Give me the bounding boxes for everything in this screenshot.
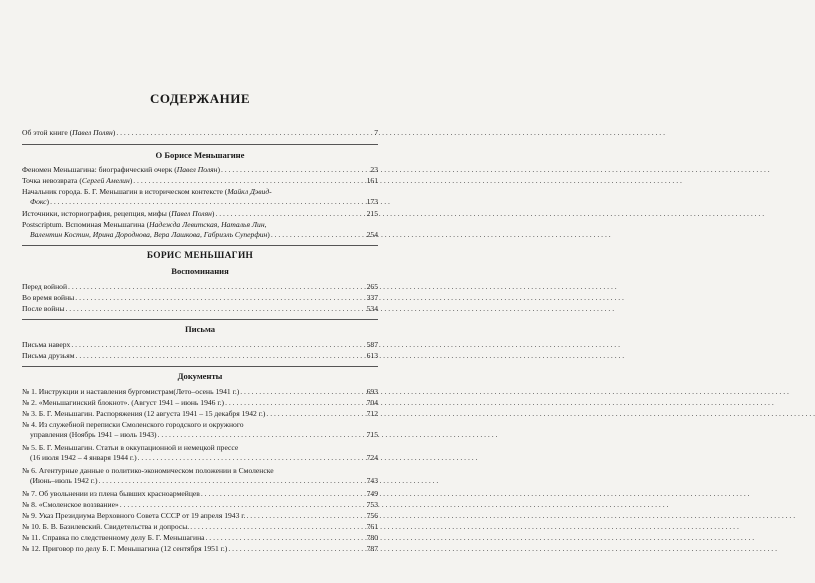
dot-leader: [206, 534, 366, 543]
toc-entry[interactable]: [22, 210, 378, 219]
toc-entry-intro[interactable]: [22, 129, 378, 138]
dot-leader: [246, 512, 365, 521]
entry-title: (Июнь–июль 1942 г.): [30, 476, 98, 485]
page-number: 587: [366, 340, 378, 349]
toc-entry[interactable]: [22, 388, 378, 397]
author-name: Павел Полян: [72, 128, 113, 137]
subsection-heading: Документы: [177, 371, 223, 381]
page-title: СОДЕРЖАНИЕ: [149, 91, 251, 106]
entry-title: № 10. Б. В. Базилевский. Свидетельства и допросы.: [22, 522, 190, 531]
entry-title: № 1. Инструкции и наставления бургомистрам(Лето–осень 1941 г.): [22, 387, 240, 396]
page-number: 787: [366, 544, 378, 553]
page-number: 693: [366, 387, 378, 396]
entry-title: Postscriptum. Вспоминая Меньшагина (Надежда Левитская, Наталья Лин,: [22, 220, 267, 229]
entry-title: № 8. «Смоленское воззвание»: [22, 500, 119, 509]
entry-title: Источники, историография, рецепция, мифы (Павел Полян): [22, 209, 215, 218]
entry-title: управления (Ноябрь 1941 – июль 1943): [30, 430, 157, 439]
page-number: 780: [366, 533, 378, 542]
entry-title: № 9. Указ Президиума Верховного Совета СССР от 19 апреля 1943 г.: [22, 511, 246, 520]
entry-title: Феномен Меньшагина: биографический очерк (Павел Полян): [22, 165, 220, 174]
dot-leader: [225, 399, 366, 408]
page-number: 613: [366, 351, 378, 360]
toc-entry[interactable]: [22, 220, 378, 240]
divider: [22, 144, 378, 145]
author-name: Надежда Левитская, Наталья Лин,: [149, 220, 267, 229]
toc-entry[interactable]: [22, 512, 378, 521]
toc-entry[interactable]: [22, 410, 378, 419]
entry-title: Об этой книге (Павел Полян): [22, 128, 116, 137]
author-name: Павел Полян: [171, 209, 212, 218]
entry-title: (16 июля 1942 – 4 января 1944 г.): [30, 453, 137, 462]
page-number: 756: [366, 511, 378, 520]
dot-leader: [133, 177, 365, 186]
page-number: 161: [366, 176, 378, 185]
entry-title: После войны: [22, 304, 65, 313]
dot-leader: [138, 453, 366, 463]
author-name: Валентин Костин, Ирина Дороднова, Вера Лашкова, Габриэль Суперфин: [30, 230, 268, 239]
dot-leader: [215, 210, 365, 219]
toc-entry[interactable]: [22, 166, 378, 175]
page-number: 724: [366, 453, 378, 462]
page-number: 215: [366, 209, 378, 218]
page-number: 712: [366, 409, 378, 418]
divider: [22, 366, 378, 367]
dot-leader: [65, 305, 365, 314]
dot-leader: [190, 523, 365, 532]
entry-title: № 5. Б. Г. Меньшагин. Статьи в оккупационной и немецкой прессе: [22, 443, 239, 452]
toc-entry[interactable]: [22, 501, 378, 510]
toc-entry[interactable]: [22, 294, 378, 303]
dot-leader: [266, 410, 365, 419]
dot-leader: [98, 476, 365, 486]
dot-leader: [221, 166, 369, 175]
author-name: Павел Полян: [176, 165, 218, 174]
toc-entry[interactable]: [22, 283, 378, 292]
entry-continuation: [22, 476, 378, 486]
section-heading: БОРИС МЕНЬШАГИН: [146, 251, 254, 261]
toc-entry[interactable]: [22, 341, 378, 350]
toc-entry[interactable]: [22, 305, 378, 314]
dot-leader: [120, 501, 366, 510]
toc-entry[interactable]: [22, 490, 378, 499]
subsection-heading: Воспоминания: [171, 266, 229, 276]
entry-title: Во время войны: [22, 293, 75, 302]
author-name: Майкл Дэвид-: [227, 187, 272, 196]
subsection-heading: Письма: [184, 324, 216, 334]
entry-title: № 11. Справка по следственному делу Б. Г. Меньшагина: [22, 533, 205, 542]
page-number: 715: [366, 430, 378, 439]
entry-title: Перед войной: [22, 282, 68, 291]
toc-entry[interactable]: [22, 420, 378, 440]
toc-entry[interactable]: [22, 466, 378, 486]
entry-title: Фокс): [30, 197, 50, 206]
entry-title: Точка невозврата (Сергей Амелин): [22, 176, 133, 185]
entry-title: № 7. Об увольнении из плена бывших красноармейцев: [22, 489, 200, 498]
toc-entry[interactable]: [22, 177, 378, 186]
toc-entry[interactable]: [22, 187, 378, 207]
toc-page: [0, 0, 400, 583]
author-name: Фокс: [30, 197, 47, 206]
dot-leader: [228, 545, 365, 554]
page-number: 749: [366, 489, 378, 498]
page-number: 743: [366, 476, 378, 485]
entry-title: № 6. Агентурные данные о политико-экономическом положении в Смоленске: [22, 466, 274, 475]
dot-leader: [76, 352, 366, 361]
entry-title: Письма друзьям: [22, 351, 75, 360]
page-number: 534: [366, 304, 378, 313]
entry-title: Начальник города. Б. Г. Меньшагин в историческом контексте (Майкл Дэвид-: [22, 187, 272, 196]
entry-title: Письма наверх: [22, 340, 71, 349]
dot-leader: [50, 197, 366, 207]
page-number: 173: [366, 197, 378, 206]
toc-entry[interactable]: [22, 443, 378, 463]
toc-entry[interactable]: [22, 523, 378, 532]
entry-title: № 3. Б. Г. Меньшагин. Распоряжения (12 августа 1941 – 15 декабря 1942 г.): [22, 409, 266, 418]
page-number: 704: [366, 398, 378, 407]
dot-leader: [75, 294, 365, 303]
entry-title: Валентин Костин, Ирина Дороднова, Вера Лашкова, Габриэль Суперфин): [30, 230, 270, 239]
divider: [22, 245, 378, 246]
page-number: 265: [366, 282, 378, 291]
entry-continuation: [22, 230, 378, 240]
dot-leader: [158, 430, 366, 440]
entry-continuation: [22, 430, 378, 440]
dot-leader: [201, 490, 366, 499]
dot-leader: [116, 129, 373, 138]
page-number: 254: [366, 230, 378, 239]
page-number: 7: [374, 128, 378, 137]
dot-leader: [71, 341, 365, 350]
page-number: 23: [370, 165, 378, 174]
entry-title: № 12. Приговор по делу Б. Г. Меньшагина (12 сентября 1951 г.): [22, 544, 228, 553]
page-number: 337: [366, 293, 378, 302]
toc-entry[interactable]: [22, 399, 378, 408]
page-number: 761: [366, 522, 378, 531]
toc-entry[interactable]: [22, 545, 378, 554]
toc-entry[interactable]: [22, 352, 378, 361]
toc-entry[interactable]: [22, 534, 378, 543]
author-name: Сергей Амелин: [81, 176, 130, 185]
entry-title: № 4. Из служебной переписки Смоленского городского и окружного: [22, 420, 244, 429]
entry-title: № 2. «Меньшагинский блокнот». (Август 1941 – июнь 1946 г.): [22, 398, 225, 407]
dot-leader: [271, 230, 366, 240]
dot-leader: [240, 388, 365, 397]
section-heading: О Борисе Меньшагине: [155, 150, 245, 160]
page-number: 753: [366, 500, 378, 509]
entry-continuation: [22, 197, 378, 207]
entry-continuation: [22, 453, 378, 463]
dot-leader: [68, 283, 366, 292]
divider: [22, 319, 378, 320]
